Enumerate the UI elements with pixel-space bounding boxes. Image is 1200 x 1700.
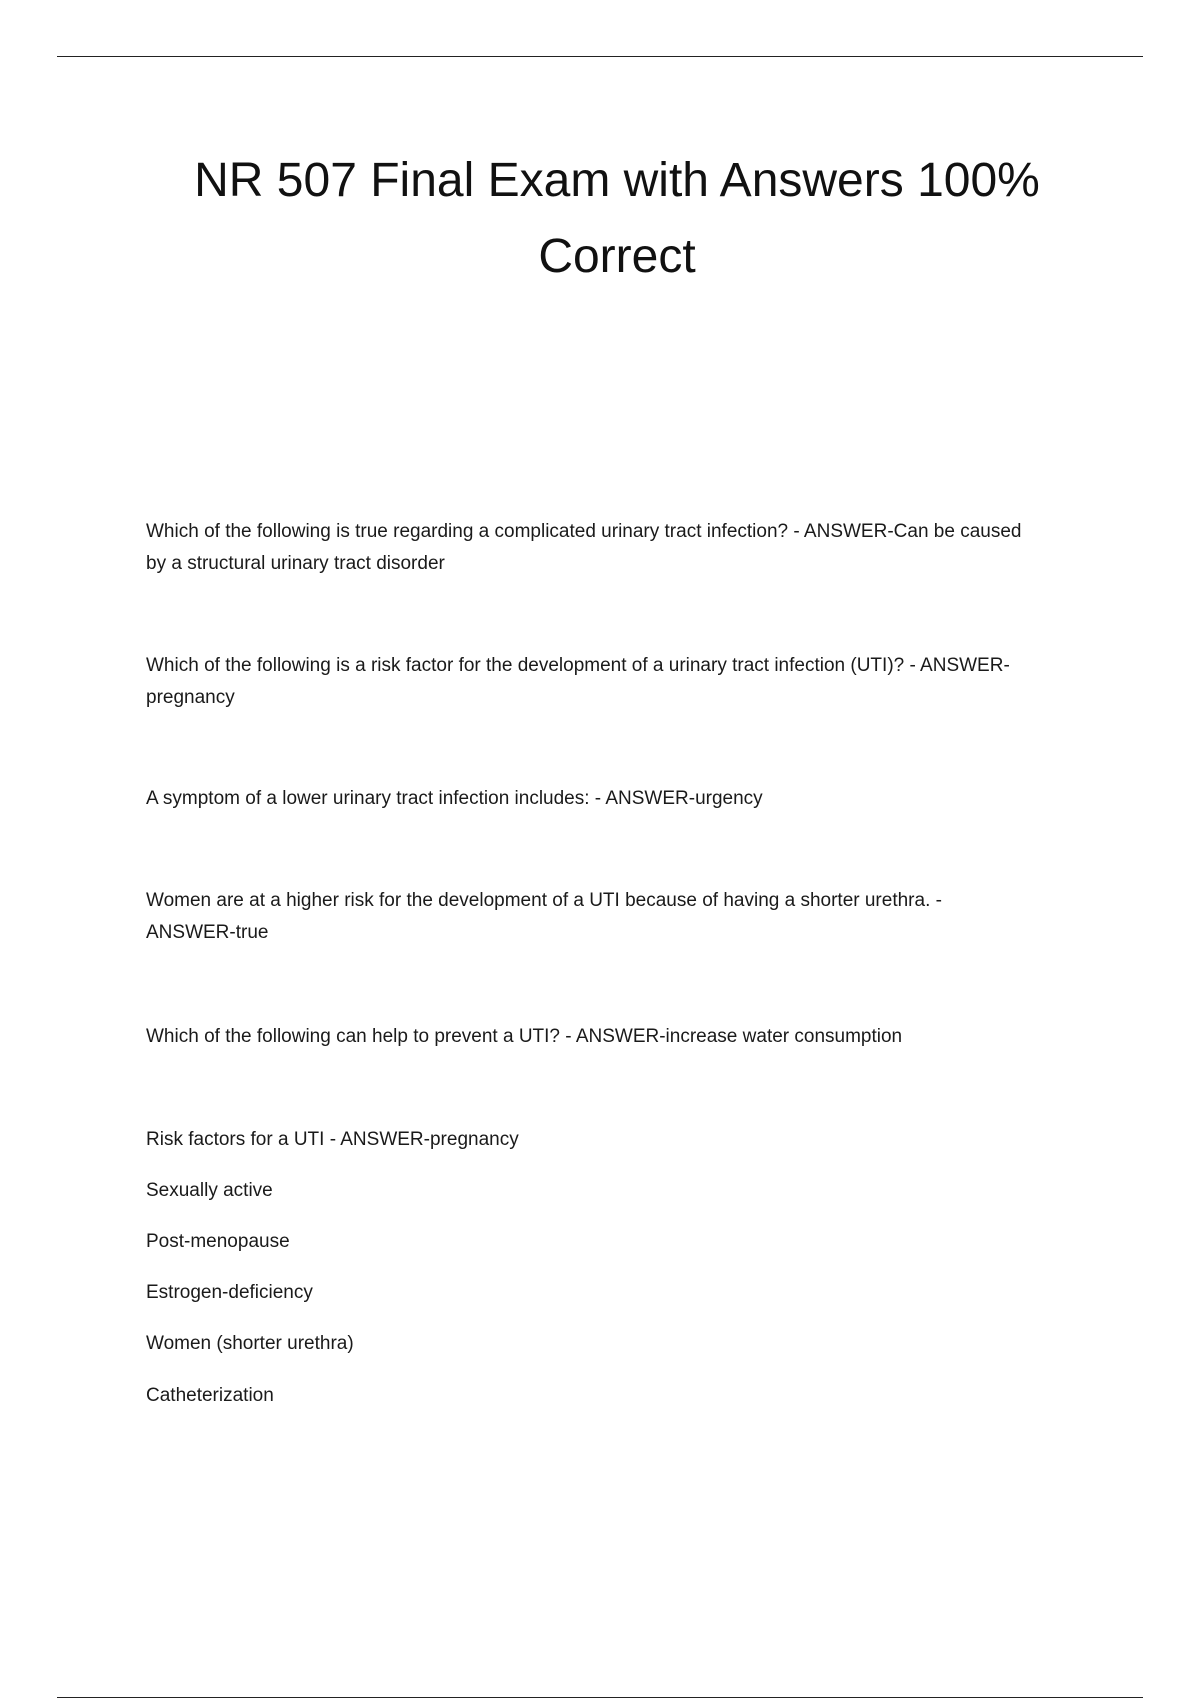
qa-item-1 bbox=[146, 516, 1086, 580]
bottom-rule bbox=[57, 1697, 1143, 1698]
qa-item-1-line-1: Which of the following is true regarding a complicated urinary tract infection? - ANSWER-Can be caused bbox=[146, 521, 1022, 542]
risk-factor-item: Catheterization bbox=[146, 1385, 274, 1406]
risk-factor-item: Post-menopause bbox=[146, 1231, 290, 1252]
qa-item-2 bbox=[146, 650, 1086, 714]
title-line-1: NR 507 Final Exam with Answers 100% bbox=[194, 154, 1040, 207]
qa-item-2-line-2: pregnancy bbox=[146, 687, 235, 708]
risk-factor-item: Women (shorter urethra) bbox=[146, 1333, 354, 1354]
risk-factor-item: Estrogen-deficiency bbox=[146, 1282, 313, 1303]
qa-item-4 bbox=[146, 885, 1086, 949]
qa-item-4-line-2: ANSWER-true bbox=[146, 922, 269, 943]
qa-item-2-line-1: Which of the following is a risk factor for the development of a urinary tract infection (UTI)? - ANSWER- bbox=[146, 655, 1010, 676]
risk-factor-item: Sexually active bbox=[146, 1180, 273, 1201]
document-title bbox=[120, 143, 1114, 295]
title-line-2: Correct bbox=[538, 230, 696, 283]
risk-factors-heading: Risk factors for a UTI - ANSWER-pregnancy bbox=[146, 1129, 519, 1150]
qa-item-5-line-1: Which of the following can help to prevent a UTI? - ANSWER-increase water consumption bbox=[146, 1026, 903, 1047]
qa-item-3-line-1: A symptom of a lower urinary tract infection includes: - ANSWER-urgency bbox=[146, 788, 763, 809]
qa-item-1-line-2: by a structural urinary tract disorder bbox=[146, 553, 445, 574]
qa-item-5 bbox=[146, 1021, 1086, 1053]
top-rule bbox=[57, 56, 1143, 57]
qa-item-3 bbox=[146, 783, 1086, 815]
qa-item-4-line-1: Women are at a higher risk for the development of a UTI because of having a shorter urethra. - bbox=[146, 890, 942, 911]
